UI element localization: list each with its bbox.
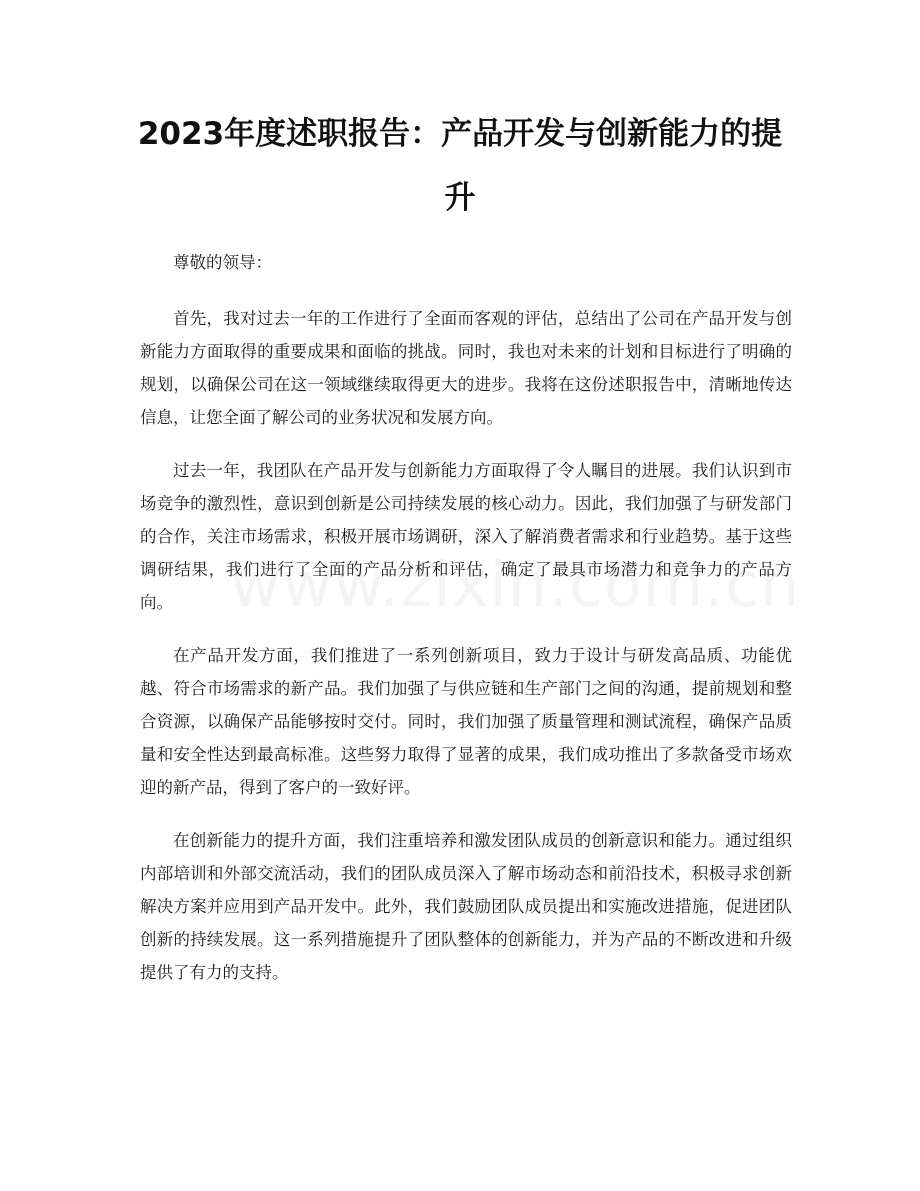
paragraph-product-development: 在产品开发方面，我们推进了一系列创新项目，致力于设计与研发高品质、功能优越、符合市场需求的新产品。我们加强了与供应链和生产部门之间的沟通，提前规划和整合资源，以确保产品能够按时交付。同时，我们加强了质量管理和测试流程，确保产品质量和安全性达到最高标准。这些努力取得了显著的成果，我们成功推出了多款备受市场欢迎的新产品，得到了客户的一致好评。 (140, 646, 792, 797)
paragraph-intro: 首先，我对过去一年的工作进行了全面而客观的评估，总结出了公司在产品开发与创新能力方面取得的重要成果和面临的挑战。同时，我也对未来的计划和目标进行了明确的规划，以确保公司在这一领域继续取得更大的进步。我将在这份述职报告中，清晰地传达信息，让您全面了解公司的业务状况和发展方向。 (140, 309, 792, 427)
document-title: 2023年度述职报告：产品开发与创新能力的提升 (137, 116, 783, 216)
salutation: 尊敬的领导： (173, 253, 272, 272)
paragraph-innovation: 在创新能力的提升方面，我们注重培养和激发团队成员的创新意识和能力。通过组织内部培训和外部交流活动，我们的团队成员深入了解市场动态和前沿技术，积极寻求创新解决方案并应用到产品开发中。此外，我们鼓励团队成员提出和实施改进措施，促进团队创新的持续发展。这一系列措施提升了团队整体的创新能力，并为产品的不断改进和升级提供了有力的支持。 (140, 831, 792, 982)
document-body (140, 246, 792, 1009)
paragraph-past-year: 过去一年，我团队在产品开发与创新能力方面取得了令人瞩目的进展。我们认识到市场竞争的激烈性，意识到创新是公司持续发展的核心动力。因此，我们加强了与研发部门的合作，关注市场需求，积极开展市场调研，深入了解消费者需求和行业趋势。基于这些调研结果，我们进行了全面的产品分析和评估，确定了最具市场潜力和竞争力的产品方向。 (140, 461, 792, 612)
